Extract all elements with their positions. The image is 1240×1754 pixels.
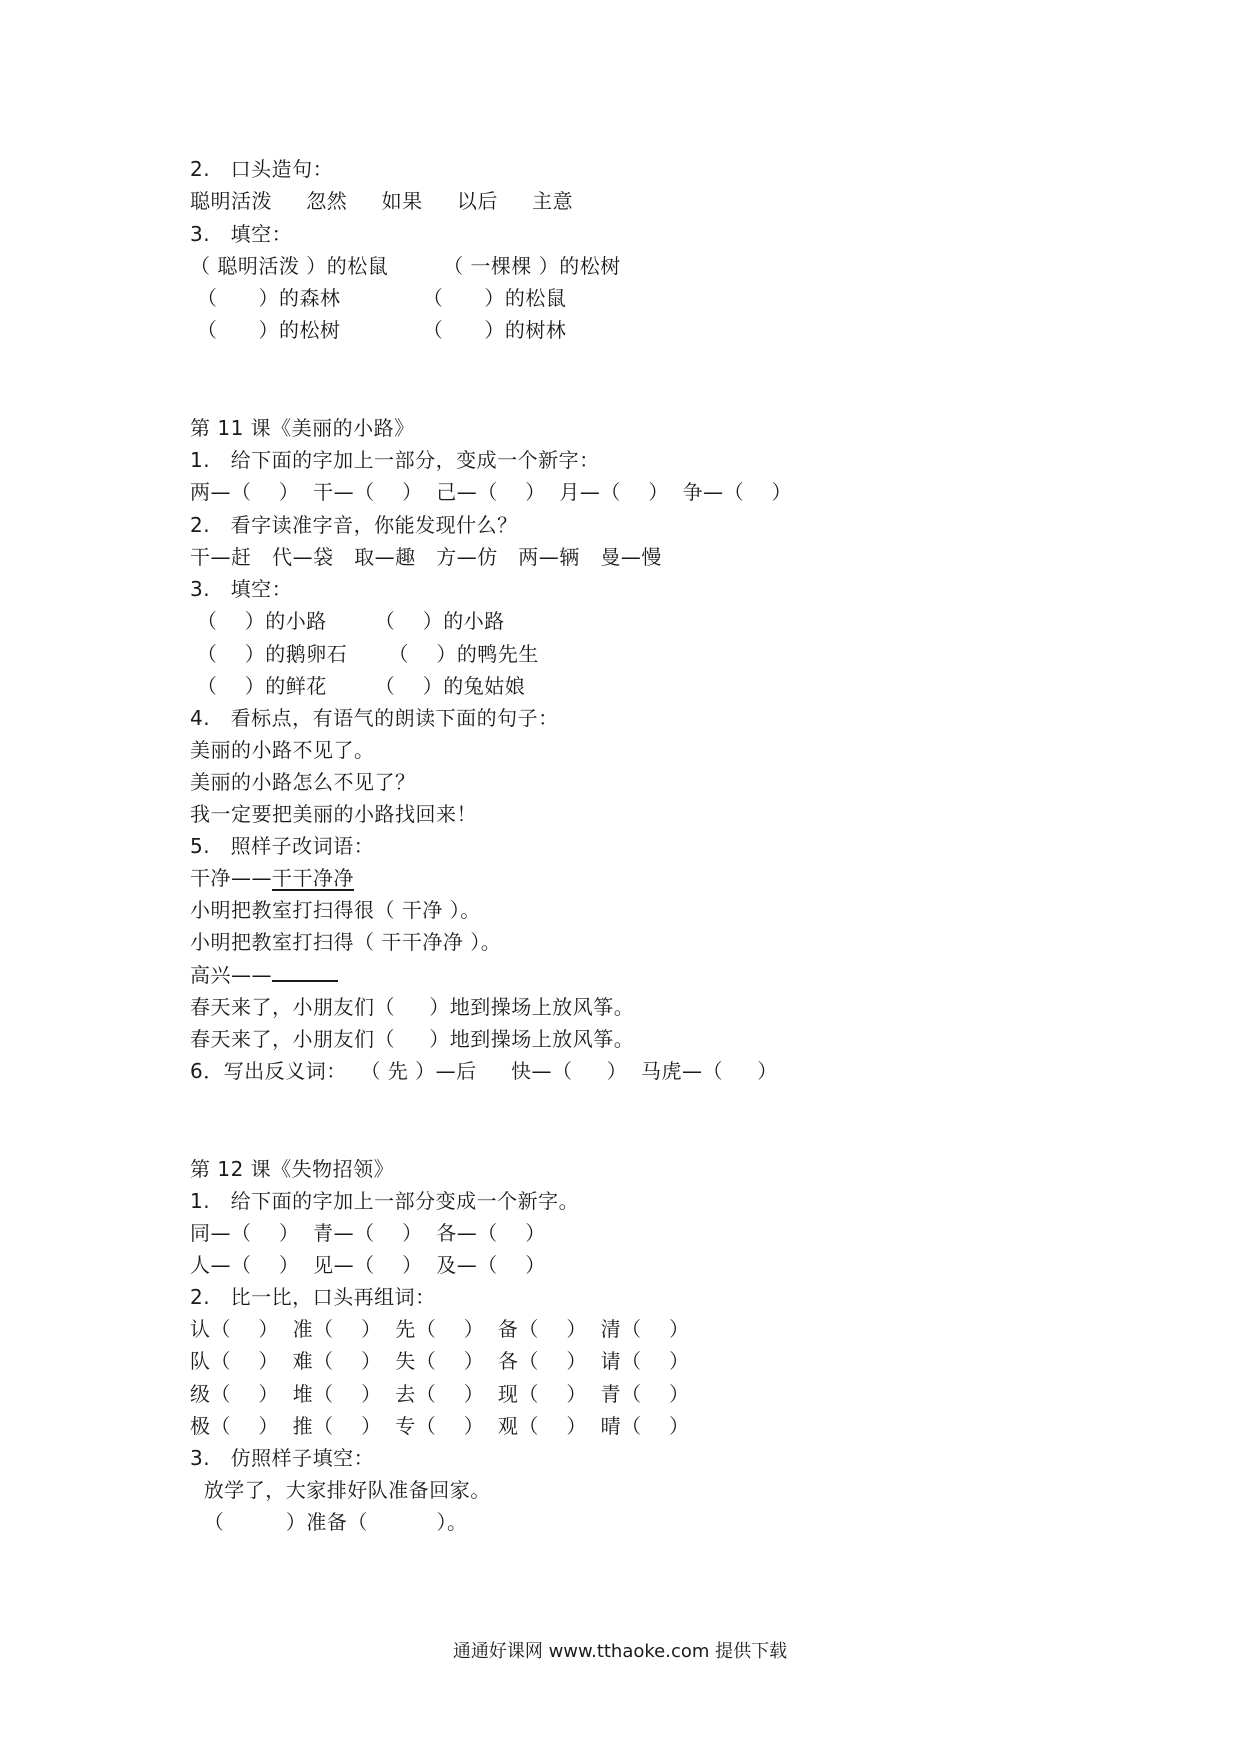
text-line: 第 11 课《美丽的小路》: [190, 416, 415, 440]
text-line: 2. 口头造句：: [190, 157, 334, 181]
text-line: 人—（ ） 见—（ ） 及—（ ）: [190, 1253, 546, 1277]
text-line: 同—（ ） 青—（ ） 各—（ ）: [190, 1221, 546, 1245]
text-line: 1. 给下面的字加上一部分变成一个新字。: [190, 1189, 580, 1213]
text-line: 4. 看标点，有语气的朗读下面的句子：: [190, 706, 559, 730]
text-line: [190, 864, 354, 892]
text-line: 小明把教室打扫得很（ 干净 ）。: [190, 898, 481, 922]
footer-text: 通通好课网 www.tthaoke.com 提供下载: [452, 1641, 788, 1662]
text-line: 级（ ） 堆（ ） 去（ ） 现（ ） 青（ ）: [190, 1382, 690, 1406]
text-line: [190, 961, 338, 989]
text-line: （ 聪明活泼 ）的松鼠 （ 一棵棵 ）的松树: [190, 254, 621, 278]
text-line: 2. 看字读准字音，你能发现什么？: [190, 513, 518, 537]
text-line: 美丽的小路不见了。: [190, 738, 375, 762]
text-line: 1. 给下面的字加上一部分，变成一个新字：: [190, 448, 600, 472]
text-line: （ ）准备（ ）。: [190, 1510, 468, 1534]
answer-blank: [272, 962, 338, 982]
text-line: （ ）的小路 （ ）的小路: [190, 609, 505, 633]
text-line: 6．写出反义词： （ 先 ）—后 快—（ ） 马虎—（ ）: [190, 1059, 778, 1083]
example-answer: 干干净净: [272, 866, 354, 890]
text-line: 干—赶 代—袋 取—趣 方—仿 两—辆 曼—慢: [190, 545, 662, 569]
text-line: 春天来了，小朋友们（ ）地到操场上放风筝。: [190, 1027, 635, 1051]
text-line: 3. 填空：: [190, 577, 293, 601]
text-line: 放学了，大家排好队准备回家。: [190, 1478, 491, 1502]
text-line: 春天来了，小朋友们（ ）地到操场上放风筝。: [190, 995, 635, 1019]
text-line: 第 12 课《失物招领》: [190, 1157, 395, 1181]
text-line: （ ）的鹅卵石 （ ）的鸭先生: [190, 642, 539, 666]
text-line: 2. 比一比，口头再组词：: [190, 1285, 436, 1309]
text-line: 美丽的小路怎么不见了？: [190, 770, 416, 794]
text-line: 极（ ） 推（ ） 专（ ） 观（ ） 晴（ ）: [190, 1414, 690, 1438]
text-line: 我一定要把美丽的小路找回来！: [190, 802, 477, 826]
text-line: 5. 照样子改词语：: [190, 834, 375, 858]
text-line: （ ）的森林 （ ）的松鼠: [190, 286, 567, 310]
text-line: 两—（ ） 干—（ ） 己—（ ） 月—（ ） 争—（ ）: [190, 480, 793, 504]
word-prefix: 高兴——: [190, 963, 272, 987]
text-line: 认（ ） 准（ ） 先（ ） 备（ ） 清（ ）: [190, 1317, 690, 1341]
text-line: 3. 仿照样子填空：: [190, 1446, 375, 1470]
text-line: 聪明活泼 忽然 如果 以后 主意: [190, 189, 574, 213]
word-prefix: 干净——: [190, 866, 272, 890]
text-line: 队（ ） 难（ ） 失（ ） 各（ ） 请（ ）: [190, 1349, 690, 1373]
text-line: （ ）的鲜花 （ ）的兔姑娘: [190, 674, 526, 698]
text-line: （ ）的松树 （ ）的树林: [190, 318, 567, 342]
text-line: 小明把教室打扫得（ 干干净净 ）。: [190, 930, 502, 954]
text-line: 3. 填空：: [190, 222, 293, 246]
